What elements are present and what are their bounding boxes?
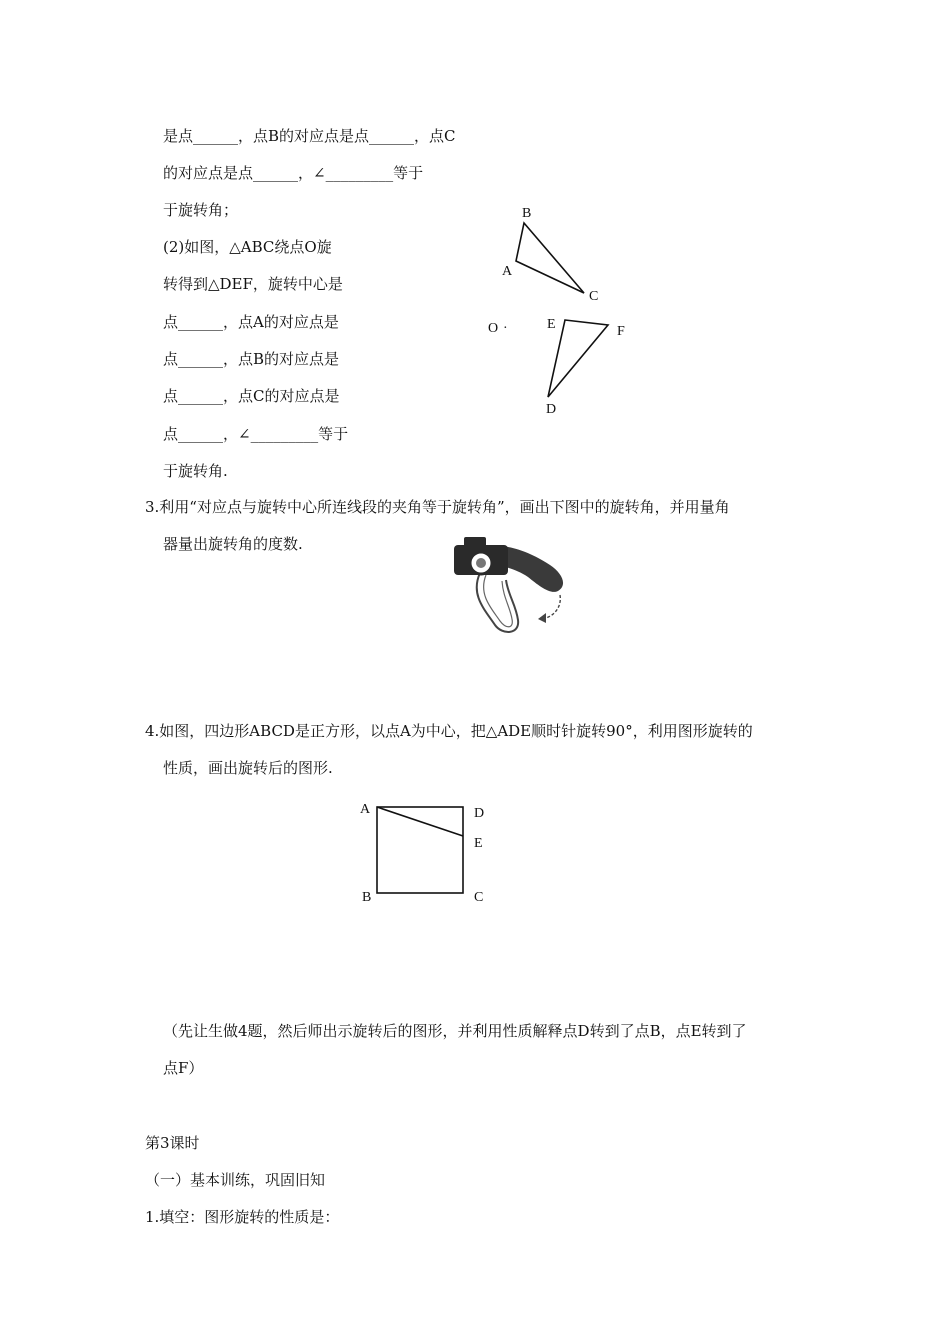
lesson3-section: （一）基本训练，巩固旧知 (145, 1171, 326, 1189)
q2-part1-line-1: 是点______，点B的对应点是点______，点C (163, 127, 456, 145)
square-abcd (377, 807, 463, 893)
q3-line-1: 3.利用“对应点与旋转中心所连线段的夹角等于旋转角”，画出下图中的旋转角，并用量角 (145, 498, 730, 516)
segment-ae (377, 807, 463, 836)
note-line-2: 点F） (163, 1059, 204, 1077)
q2-rotation-figure (480, 195, 650, 425)
label-c: C (589, 289, 599, 304)
label-d: D (546, 402, 557, 417)
triangle-abc (516, 223, 584, 293)
label-c: C (474, 890, 484, 905)
point-o: · (503, 321, 508, 336)
lesson3-item-1: 1.填空：图形旋转的性质是： (145, 1208, 340, 1226)
label-o: O (488, 321, 499, 336)
q2-part2-line-7: 于旋转角. (163, 462, 228, 480)
q2-part2-line-1: (2)如图，△ABC绕点O旋 (163, 238, 332, 256)
camera-picture (440, 525, 570, 645)
label-e: E (474, 836, 483, 851)
label-a: A (502, 264, 513, 279)
q2-part2-line-4: 点______，点B的对应点是 (163, 350, 340, 368)
lesson3-title: 第3课时 (145, 1134, 200, 1152)
note-line-1: （先让生做4题，然后师出示旋转后的图形，并利用性质解释点D转到了点B，点E转到了 (163, 1022, 747, 1040)
q2-part1-line-3: 于旋转角； (163, 201, 239, 219)
label-d: D (474, 806, 485, 821)
label-b: B (362, 890, 372, 905)
q4-square-figure (350, 795, 500, 910)
label-a: A (360, 802, 371, 817)
q4-line-2: 性质，画出旋转后的图形. (163, 759, 333, 777)
arrow-head-icon (538, 613, 546, 623)
q2-part2-line-3: 点______，点A的对应点是 (163, 313, 339, 331)
q2-part1-line-2: 的对应点是点______，∠_________等于 (163, 164, 424, 182)
label-f: F (617, 324, 625, 339)
label-e: E (547, 317, 556, 332)
q2-part2-line-2: 转得到△DEF，旋转中心是 (163, 275, 343, 293)
triangle-def (548, 320, 608, 397)
q3-line-2: 器量出旋转角的度数. (163, 535, 303, 553)
q2-part2-line-6: 点______，∠_________等于 (163, 425, 349, 443)
q2-part2-line-5: 点______，点C的对应点是 (163, 387, 340, 405)
q4-line-1: 4.如图，四边形ABCD是正方形，以点A为中心，把△ADE顺时针旋转90°，利用图形旋转的 (145, 722, 753, 740)
label-b: B (522, 206, 532, 221)
